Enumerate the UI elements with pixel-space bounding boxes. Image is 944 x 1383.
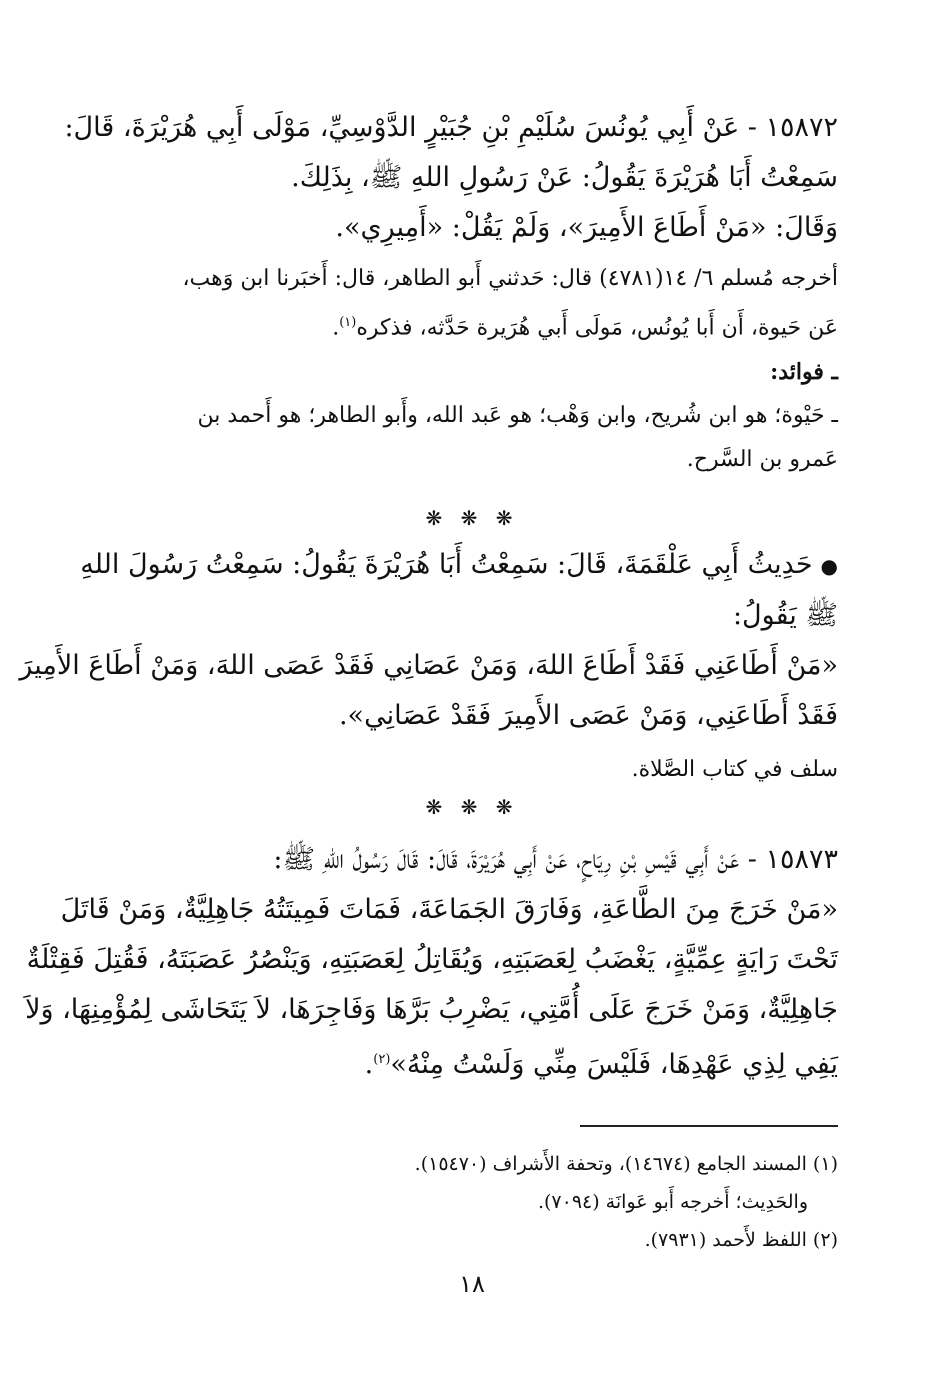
hadith-15873 <box>25 835 838 1090</box>
takhrij-line-1: أخرجه مُسلم ٦/ ١٤(٤٧٨١) قال: حَدثني أَبو الطاهر، قال: أَخبَرنا ابن وَهب، <box>182 266 838 291</box>
hadith-15873-line-5: يَفِي لِذِي عَهْدِهَا، فَلَيْسَ مِنِّي وَلَسْتُ مِنْهُ»$^{(٢)}$. <box>364 1049 838 1080</box>
fawaid-line-2: عَمرو بن السَّرح. <box>686 447 838 473</box>
footnote-ref-1: (١) <box>339 315 357 330</box>
section-separator-2: ❋ ❋ ❋ <box>425 795 519 819</box>
hadith-alqama <box>19 540 838 741</box>
bullet-icon: ● <box>820 554 838 578</box>
hadith-15872-line-3: وَقَالَ: «مَنْ أَطَاعَ الأَمِيرَ»، وَلَمْ يَقُلْ: «أَمِيرِي». <box>335 212 838 243</box>
hadith-15873-line-1: ١٥٨٧٣ - عَنْ أَبِي قَيْسِ بْنِ رِيَاحٍ، عَنْ أَبِي هُرَيْرَةَ، قَالَ: قَالَ رَسُولُ اللهِ ﷺ: <box>273 844 838 875</box>
hadith-15872-line-1: ١٥٨٧٢ - عَنْ أَبِي يُونُسَ سُلَيْمِ بْنِ جُبَيْرٍ الدَّوْسِيِّ، مَوْلَى أَبِي هُرَيْرَةَ، قَالَ: <box>64 112 838 143</box>
page-number: ١٨ <box>459 1270 485 1298</box>
footnote-2: (٢) اللفظ لأَحمد (٧٩٣١). <box>644 1229 838 1251</box>
hadith-alqama-line-2: ﷺ يَقُولُ: <box>732 600 838 631</box>
hadith-alqama-text-1: «مَنْ أَطَاعَنِي فَقَدْ أَطَاعَ اللهَ، وَمَنْ عَصَانِي فَقَدْ عَصَى اللهَ، وَمَنْ أَطَاعَ الأَمِيرَ <box>19 650 838 681</box>
hadith-alqama-text-2: فَقَدْ أَطَاعَنِي، وَمَنْ عَصَى الأَمِيرَ فَقَدْ عَصَانِي». <box>338 700 838 731</box>
footnotes <box>108 1145 838 1259</box>
footnote-1-continuation: والحَدِيث؛ أَخرجه أَبو عَوانَة (٧٠٩٤). <box>537 1191 808 1213</box>
hadith-15873-line-3: تَحْتَ رَايَةٍ عِمِّيَّةٍ، يَغْضَبُ لِعَصَبَتِهِ، وَيُقَاتِلُ لِعَصَبَتِهِ، وَيَنْصُرُ عَصَبَتَهُ، فَقُتِلَ فَقِتْلَةٌ <box>26 944 838 975</box>
section-separator-1: ❋ ❋ ❋ <box>425 506 519 530</box>
hadith-15873-line-4: جَاهِلِيَّةٌ، وَمَنْ خَرَجَ عَلَى أُمَّتِي، يَضْرِبُ بَرَّهَا وَفَاجِرَهَا، لاَ يَتَحَاشَى لِمُؤْمِنِهَا، وَلاَ <box>25 994 838 1025</box>
footnote-1: (١) المسند الجامع (١٤٦٧٤)، وتحفة الأَشراف (١٥٤٧٠). <box>414 1153 838 1175</box>
hadith-alqama-line-1: ●حَدِيثُ أَبِي عَلْقَمَةَ، قَالَ: سَمِعْتُ أَبَا هُرَيْرَةَ يَقُولُ: سَمِعْتُ رَسُولَ اللهِ <box>80 549 838 580</box>
footnote-ref-2: (٢) <box>373 1052 391 1067</box>
takhrij-15872 <box>108 257 838 482</box>
fawaid-line-1: ـ حَيْوة؛ هو ابن شُريح، وابن وَهْب؛ هو عَبد الله، وأَبو الطاهر؛ هو أَحمد بن <box>197 403 838 429</box>
takhrij-line-2: عَن حَيوة، أَن أَبا يُونُس، مَولَى أَبي هُرَيرة حَدَّثه، فذكره$^{(١)}$. <box>332 315 838 341</box>
hadith-15873-line-2: «مَنْ خَرَجَ مِنَ الطَّاعَةِ، وَفَارَقَ الجَمَاعَةَ، فَمَاتَ فَمِيتَتُهُ جَاهِلِيَّةٌ، وَمَنْ قَاتَلَ <box>60 894 838 925</box>
fawaid-heading: ـ فوائد: <box>770 359 838 386</box>
hadith-15872 <box>64 103 838 253</box>
salaf-note: سلف في كتاب الصَّلاة. <box>631 757 838 782</box>
hadith-alqama-note <box>108 748 838 792</box>
footnote-divider <box>580 1125 838 1127</box>
hadith-15872-line-2: سَمِعْتُ أَبَا هُرَيْرَةَ يَقُولُ: عَنْ رَسُولِ اللهِ ﷺ، بِذَلِكَ. <box>291 162 838 193</box>
